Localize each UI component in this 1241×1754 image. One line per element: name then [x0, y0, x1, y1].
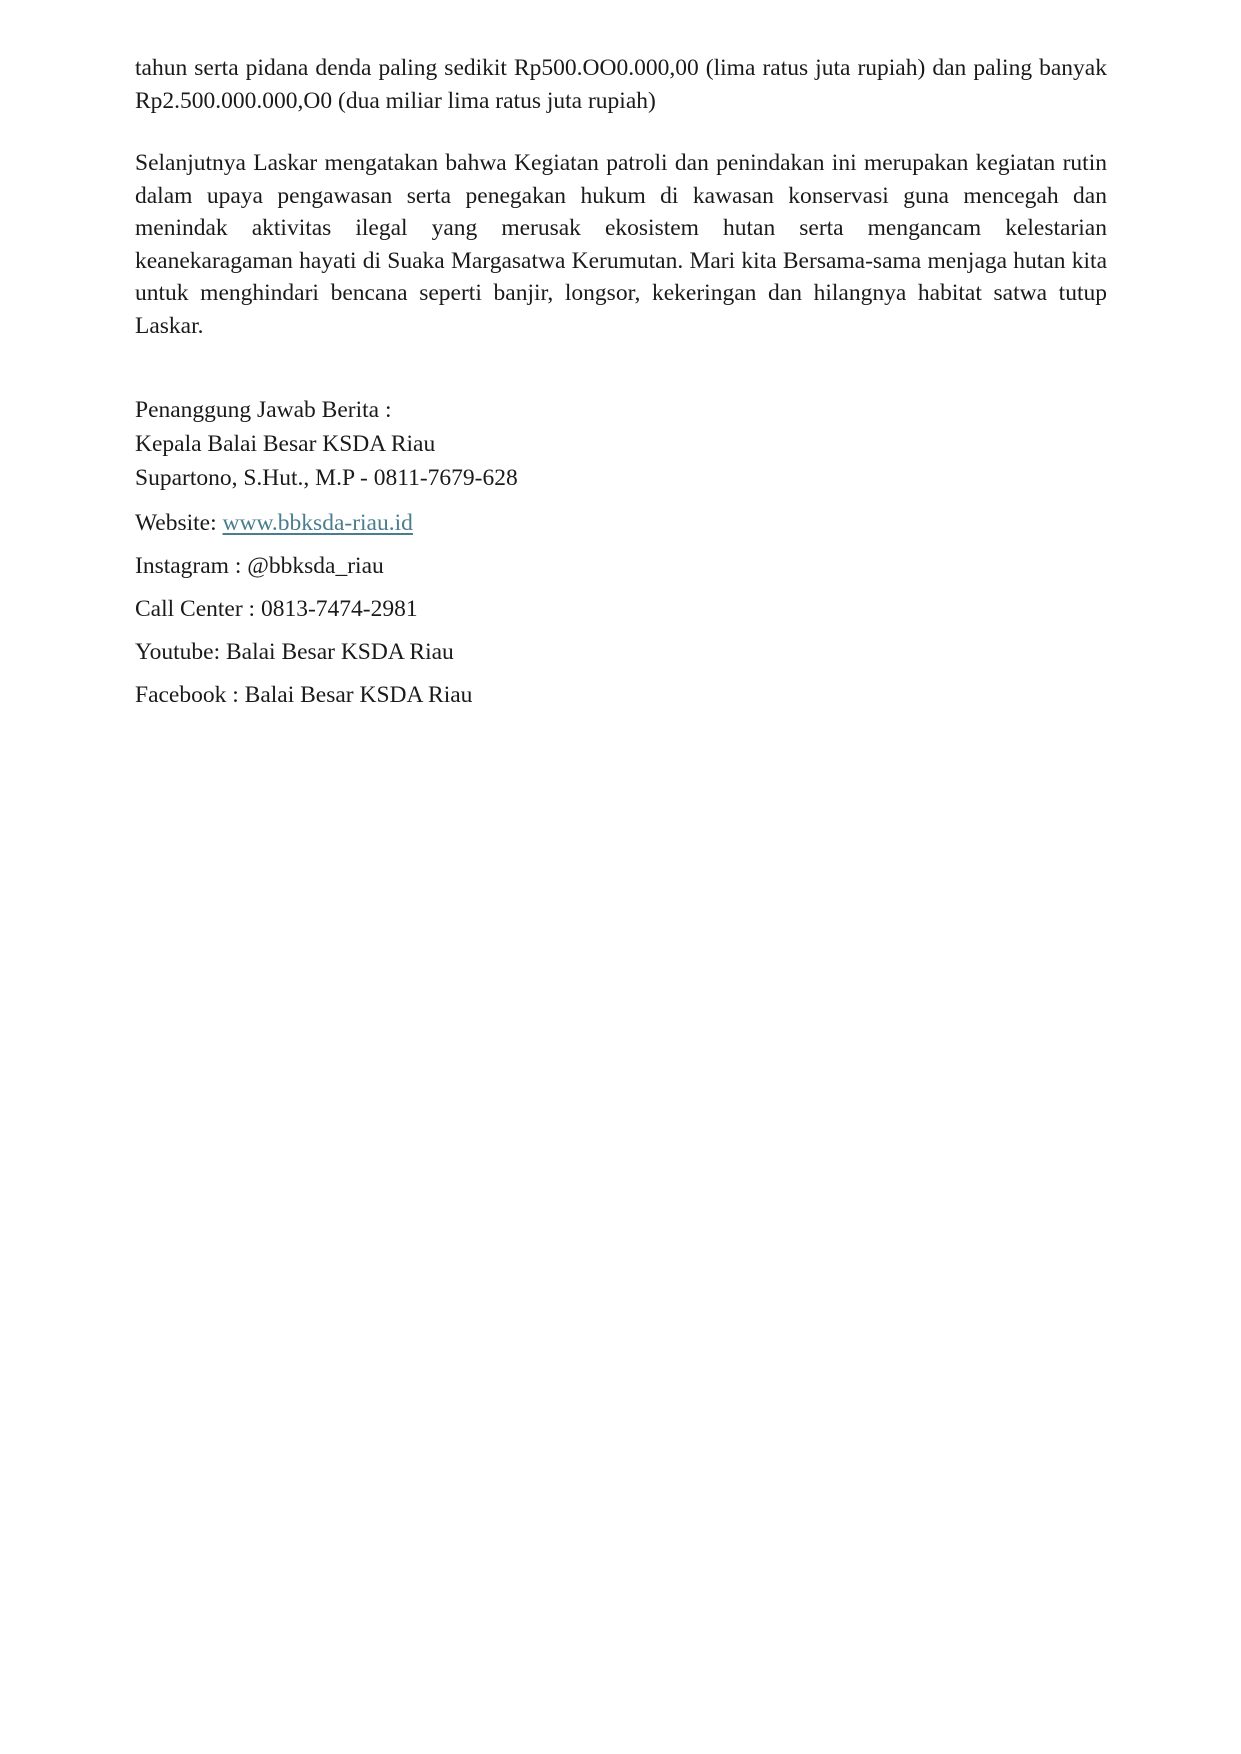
responsible-title: Kepala Balai Besar KSDA Riau: [135, 431, 436, 457]
paragraph-statement: Selanjutnya Laskar mengatakan bahwa Kegiatan patroli dan penindakan ini merupakan kegiatan rutin dalam upaya pengawasan serta penegakan hukum di kawasan konservasi guna mencegah dan menindak aktivitas ilegal yang merusak ekosistem hutan serta mengancam kelestarian keanekaragaman hayati di Suaka Margasatwa Kerumutan. Mari kita Bersama-sama menjaga hutan kita untuk menghindari bencana seperti banjir, longsor, kekeringan dan hilangnya habitat satwa tutup Laskar.: [135, 150, 1107, 339]
contact-instagram: Instagram : @bbksda_riau: [135, 553, 384, 579]
document-body: [135, 52, 1107, 712]
responsible-block: [135, 393, 1107, 495]
contact-call-center: Call Center : 0813-7474-2981: [135, 596, 418, 622]
contact-website: [135, 506, 1107, 540]
contact-youtube: Youtube: Balai Besar KSDA Riau: [135, 639, 454, 665]
paragraph-penalty: tahun serta pidana denda paling sedikit Rp500.OO0.000,00 (lima ratus juta rupiah) dan paling banyak Rp2.500.000.000,O0 (dua miliar lima ratus juta rupiah): [135, 55, 1107, 114]
responsible-person: Supartono, S.Hut., M.P - 0811-7679-628: [135, 465, 518, 491]
website-label: Website:: [135, 510, 223, 536]
website-link[interactable]: www.bbksda-riau.id: [222, 510, 413, 536]
responsible-heading: Penanggung Jawab Berita :: [135, 397, 392, 423]
contact-facebook: Facebook : Balai Besar KSDA Riau: [135, 682, 473, 708]
